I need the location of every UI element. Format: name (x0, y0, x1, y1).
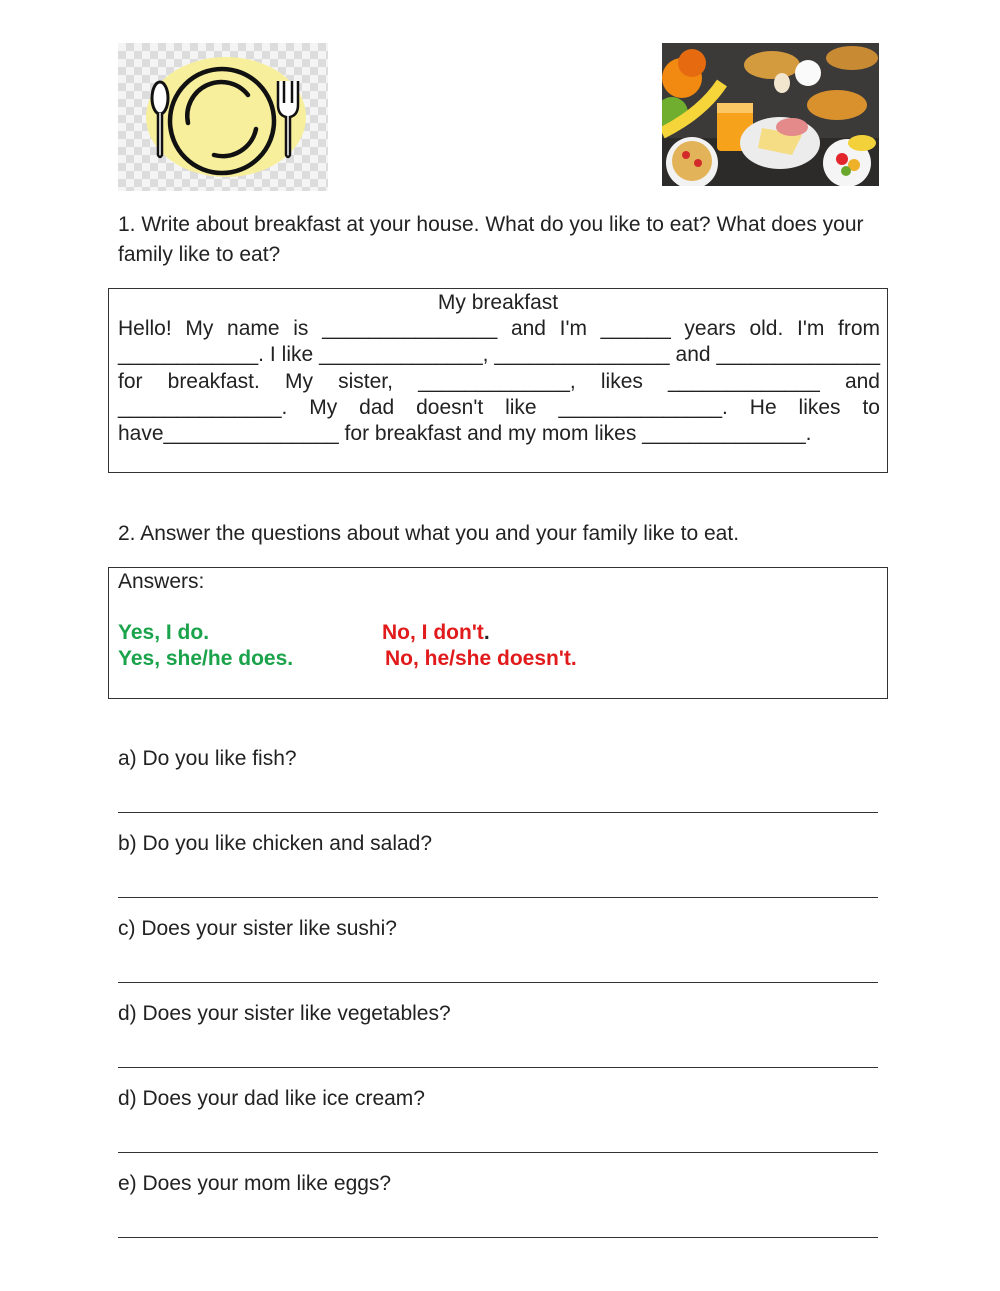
question-a: a) Do you like fish? (118, 747, 297, 770)
plate-icon (118, 43, 328, 191)
answer-no-he-she-doesnt: No, he/she doesn't. (385, 647, 577, 670)
answers-box (108, 567, 888, 699)
answer-no-i-dont (382, 620, 490, 646)
question-d2: d) Does your dad like ice cream? (118, 1087, 425, 1110)
answers-label: Answers: (118, 570, 205, 593)
answer-line-d1[interactable] (118, 1067, 878, 1068)
answer-line-c[interactable] (118, 982, 878, 983)
section2-heading: 2. Answer the questions about what you and your family like to eat. (118, 522, 740, 545)
question-d1: d) Does your sister like vegetables? (118, 1002, 451, 1025)
answer-yes-i-do: Yes, I do. (118, 621, 210, 644)
answer-line-a[interactable] (118, 812, 878, 813)
answer-line-b[interactable] (118, 897, 878, 898)
answer-no-i-dont-text: No, I don't (382, 621, 484, 644)
my-breakfast-paragraph[interactable]: Hello! My name is _______________ and I'm ______ years old. I'm from ____________. I like ______________, _______________ and ______________ for breakfast. My sister, _____________, likes _____________ and ______________. My dad doesn't like ______________. He likes to have_______________ for breakfast and my mom likes ______________. (118, 317, 880, 446)
answer-no-i-dont-period: . (483, 621, 490, 644)
answer-line-d2[interactable] (118, 1152, 878, 1153)
my-breakfast-title: My breakfast (437, 291, 559, 314)
question-c: c) Does your sister like sushi? (118, 917, 397, 940)
answer-line-e[interactable] (118, 1237, 878, 1238)
question-e: e) Does your mom like eggs? (118, 1172, 392, 1195)
breakfast-photo (662, 43, 879, 186)
breakfast-food-illustration (662, 43, 879, 186)
my-breakfast-box (108, 288, 888, 473)
answer-yes-she-he-does: Yes, she/he does. (118, 647, 294, 670)
section1-heading: 1. Write about breakfast at your house. What do you like to eat? What does your family like to eat? (118, 213, 864, 266)
question-b: b) Do you like chicken and salad? (118, 832, 433, 855)
plate-image (118, 43, 328, 191)
